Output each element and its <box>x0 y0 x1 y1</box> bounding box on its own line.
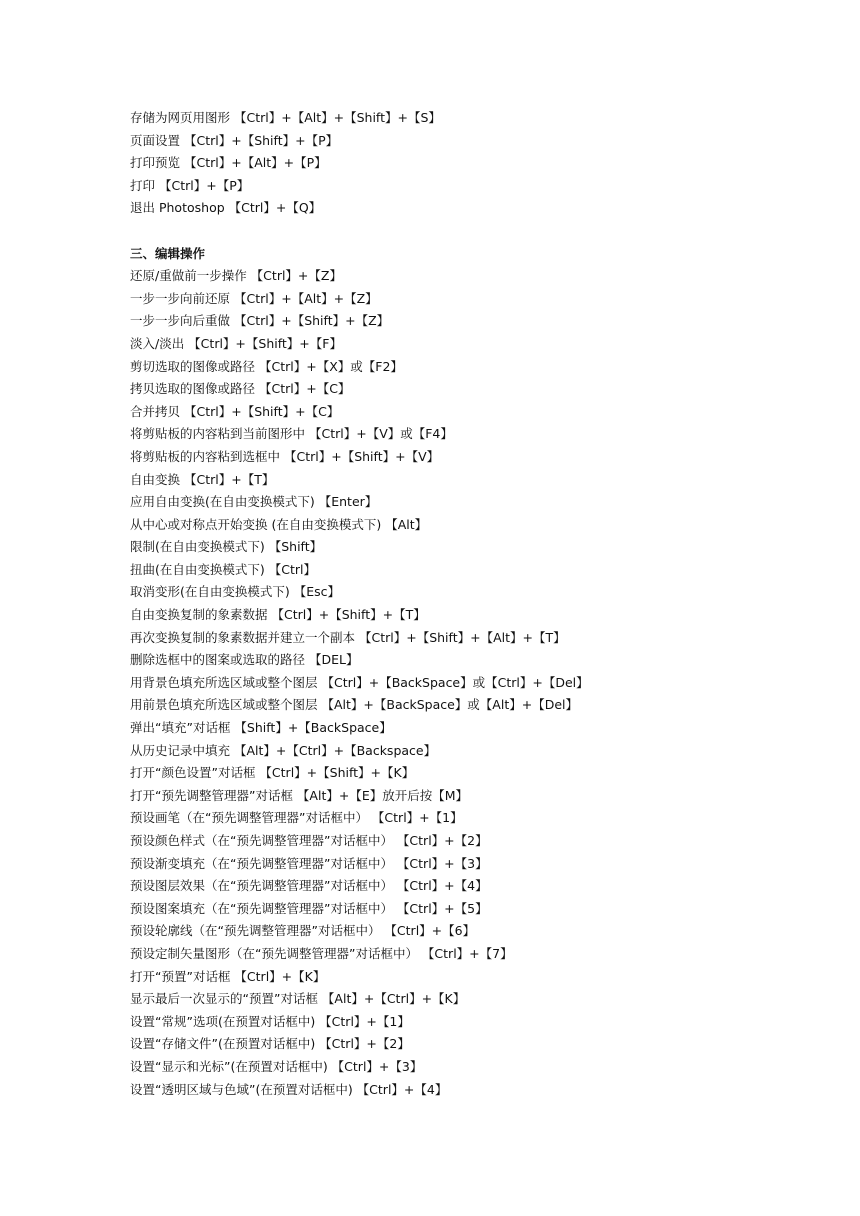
shortcut-line: 存储为网页用图形 【Ctrl】+【Alt】+【Shift】+【S】 <box>130 110 441 125</box>
shortcut-line: 将剪贴板的内容粘到选框中 【Ctrl】+【Shift】+【V】 <box>130 448 440 464</box>
shortcut-line: 弹出“填充”对话框 【Shift】+【BackSpace】 <box>130 720 392 736</box>
shortcut-line: 设置“显示和光标”(在预置对话框中) 【Ctrl】+【3】 <box>130 1058 423 1074</box>
section-heading: 三、编辑操作 <box>130 245 206 261</box>
shortcut-line: 打开“颜色设置”对话框 【Ctrl】+【Shift】+【K】 <box>130 765 415 781</box>
shortcut-line: 预设轮廓线（在“预先调整管理器”对话框中） 【Ctrl】+【6】 <box>130 923 476 939</box>
shortcut-line: 退出 Photoshop 【Ctrl】+【Q】 <box>130 200 322 216</box>
shortcut-line: 用背景色填充所选区域或整个图层 【Ctrl】+【BackSpace】或【Ctrl】+【Del】 <box>130 674 589 690</box>
shortcut-line: 删除选框中的图案或选取的路径 【DEL】 <box>130 652 359 668</box>
shortcut-line: 扭曲(在自由变换模式下) 【Ctrl】 <box>130 561 316 577</box>
shortcut-line: 从中心或对称点开始变换 (在自由变换模式下) 【Alt】 <box>130 516 428 532</box>
shortcut-line: 限制(在自由变换模式下) 【Shift】 <box>130 539 323 555</box>
shortcut-line: 预设图案填充（在“预先调整管理器”对话框中） 【Ctrl】+【5】 <box>130 900 488 916</box>
shortcut-line: 拷贝选取的图像或路径 【Ctrl】+【C】 <box>130 381 351 397</box>
shortcut-line: 自由变换 【Ctrl】+【T】 <box>130 471 275 487</box>
shortcut-line: 设置“存储文件”(在预置对话框中) 【Ctrl】+【2】 <box>130 1036 410 1052</box>
shortcut-line: 打印 【Ctrl】+【P】 <box>130 177 250 193</box>
section-gap <box>130 220 589 243</box>
shortcut-line: 用前景色填充所选区域或整个图层 【Alt】+【BackSpace】或【Alt】+【Del】 <box>130 697 578 713</box>
shortcut-line: 剪切选取的图像或路径 【Ctrl】+【X】或【F2】 <box>130 358 403 374</box>
shortcut-line: 页面设置 【Ctrl】+【Shift】+【P】 <box>130 132 339 148</box>
shortcut-line: 预设渐变填充（在“预先调整管理器”对话框中） 【Ctrl】+【3】 <box>130 855 488 871</box>
shortcut-line: 设置“透明区域与色域”(在预置对话框中) 【Ctrl】+【4】 <box>130 1081 448 1097</box>
shortcut-line: 显示最后一次显示的“预置”对话框 【Alt】+【Ctrl】+【K】 <box>130 991 466 1007</box>
shortcut-line: 将剪贴板的内容粘到当前图形中 【Ctrl】+【V】或【F4】 <box>130 426 453 442</box>
shortcut-line: 再次变换复制的象素数据并建立一个副本 【Ctrl】+【Shift】+【Alt】+【T】 <box>130 629 566 645</box>
shortcut-line: 一步一步向前还原 【Ctrl】+【Alt】+【Z】 <box>130 290 378 306</box>
shortcut-line: 还原/重做前一步操作 【Ctrl】+【Z】 <box>130 268 342 284</box>
shortcut-line: 打开“预置”对话框 【Ctrl】+【K】 <box>130 968 326 984</box>
shortcut-line: 自由变换复制的象素数据 【Ctrl】+【Shift】+【T】 <box>130 607 426 623</box>
shortcut-list <box>130 107 589 1101</box>
shortcut-line: 从历史记录中填充 【Alt】+【Ctrl】+【Backspace】 <box>130 742 437 758</box>
shortcut-line: 取消变形(在自由变换模式下) 【Esc】 <box>130 584 341 600</box>
shortcut-line: 打印预览 【Ctrl】+【Alt】+【P】 <box>130 155 327 171</box>
shortcut-line: 预设定制矢量图形（在“预先调整管理器”对话框中） 【Ctrl】+【7】 <box>130 945 513 961</box>
shortcut-line: 一步一步向后重做 【Ctrl】+【Shift】+【Z】 <box>130 313 390 329</box>
shortcut-line: 预设画笔（在“预先调整管理器”对话框中） 【Ctrl】+【1】 <box>130 810 463 826</box>
shortcut-line: 合并拷贝 【Ctrl】+【Shift】+【C】 <box>130 403 340 419</box>
shortcut-line: 设置“常规”选项(在预置对话框中) 【Ctrl】+【1】 <box>130 1013 410 1029</box>
file-shortcuts-block <box>130 107 589 220</box>
shortcut-line: 应用自由变换(在自由变换模式下) 【Enter】 <box>130 494 378 510</box>
shortcut-line: 淡入/淡出 【Ctrl】+【Shift】+【F】 <box>130 335 342 351</box>
shortcut-line: 预设颜色样式（在“预先调整管理器”对话框中） 【Ctrl】+【2】 <box>130 833 488 848</box>
shortcut-line: 打开“预先调整管理器”对话框 【Alt】+【E】放开后按【M】 <box>130 787 469 803</box>
edit-shortcuts-block <box>130 265 589 1101</box>
shortcut-line: 预设图层效果（在“预先调整管理器”对话框中） 【Ctrl】+【4】 <box>130 878 488 894</box>
